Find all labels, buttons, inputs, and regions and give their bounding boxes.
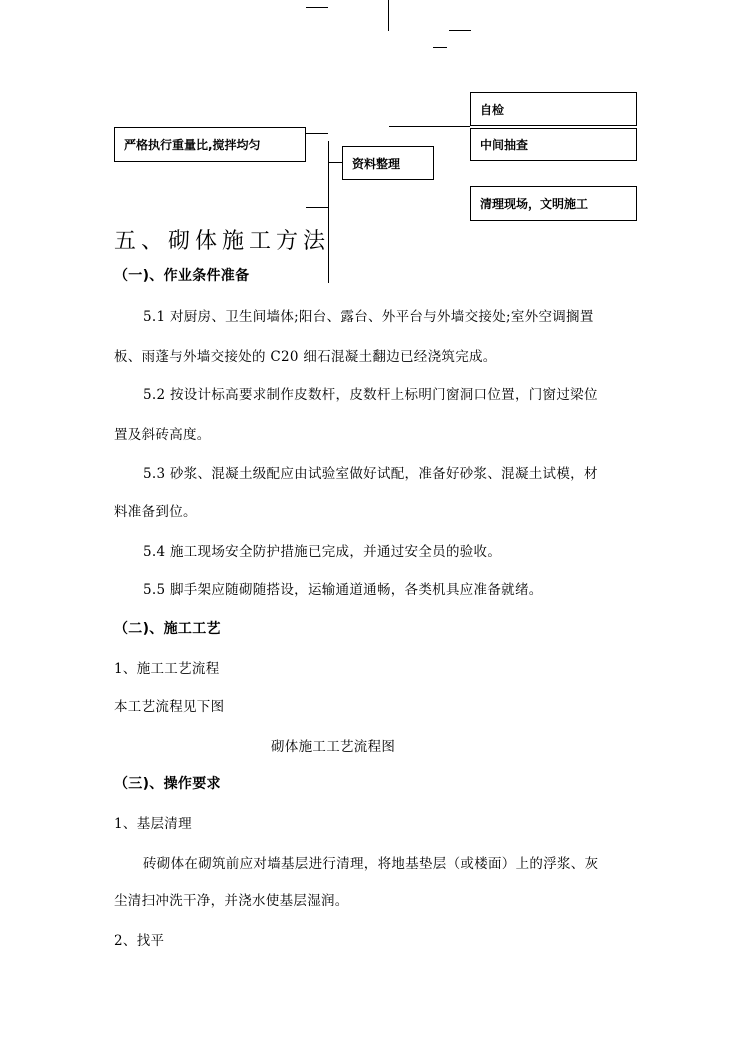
paragraph-base-cleaning-line2: 尘清扫冲洗干净，并浇水使基层湿润。 <box>114 893 349 909</box>
paragraph-5-2-line1: 5.2 按设计标高要求制作皮数杆，皮数杆上标明门窗洞口位置，门窗过梁位 <box>143 387 598 403</box>
process-flow-caption: 砌体施工工艺流程图 <box>271 739 396 755</box>
flow-line-top-right <box>449 30 471 31</box>
flow-box-cleanup <box>470 186 637 221</box>
flow-box-midcheck <box>470 128 637 161</box>
flow-connector-strict <box>306 133 328 134</box>
flow-connector-h1 <box>389 126 470 127</box>
subsection-heading-2: （二)、施工工艺 <box>114 621 221 637</box>
section-title: 五、砌体施工方法 <box>114 229 331 254</box>
item-base-cleaning: 1、基层清理 <box>114 816 192 832</box>
paragraph-5-3-line1: 5.3 砂浆、混凝土级配应由试验室做好试配，准备好砂浆、混凝土试模，材 <box>143 466 598 482</box>
flow-line-top-vertical <box>388 0 389 31</box>
paragraph-base-cleaning-line1: 砖砌体在砌筑前应对墙基层进行清理，将地基垫层（或楼面）上的浮浆、灰 <box>143 856 599 872</box>
flow-connector-lower <box>306 207 328 208</box>
flow-box-midcheck-label: 中间抽查 <box>480 138 529 152</box>
flow-box-strict-ratio <box>114 127 306 162</box>
flow-box-records-label: 资料整理 <box>352 156 401 171</box>
paragraph-5-5: 5.5 脚手架应随砌随搭设，运输通道通畅，各类机具应准备就绪。 <box>143 582 543 598</box>
subsection-heading-3: （三)、操作要求 <box>114 776 221 792</box>
subsection-heading-1: （一)、作业条件准备 <box>114 268 250 284</box>
paragraph-5-3-line2: 料准备到位。 <box>114 504 197 520</box>
flow-line-top-left <box>306 7 328 8</box>
flow-box-self-check <box>470 92 637 126</box>
paragraph-5-2-line2: 置及斜砖高度。 <box>114 427 211 443</box>
flow-box-self-check-label: 自检 <box>480 102 505 117</box>
flow-line-top-right-2 <box>433 47 447 48</box>
paragraph-5-1-line2: 板、雨蓬与外墙交接处的 C20 细石混凝土翻边已经浇筑完成。 <box>114 349 497 365</box>
item-leveling: 2、找平 <box>114 933 165 949</box>
flow-box-cleanup-label: 清理现场，文明施工 <box>480 197 589 211</box>
process-flow-note: 本工艺流程见下图 <box>114 699 225 715</box>
item-process-flow: 1、施工工艺流程 <box>114 661 220 677</box>
flow-box-records <box>342 146 434 180</box>
flow-connector-records <box>328 162 342 163</box>
paragraph-5-4: 5.4 施工现场安全防护措施已完成，并通过安全员的验收。 <box>143 544 502 560</box>
flow-box-strict-ratio-label: 严格执行重量比,搅拌均匀 <box>124 138 261 152</box>
paragraph-5-1-line1: 5.1 对厨房、卫生间墙体;阳台、露台、外平台与外墙交接处;室外空调搁置 <box>143 309 594 325</box>
